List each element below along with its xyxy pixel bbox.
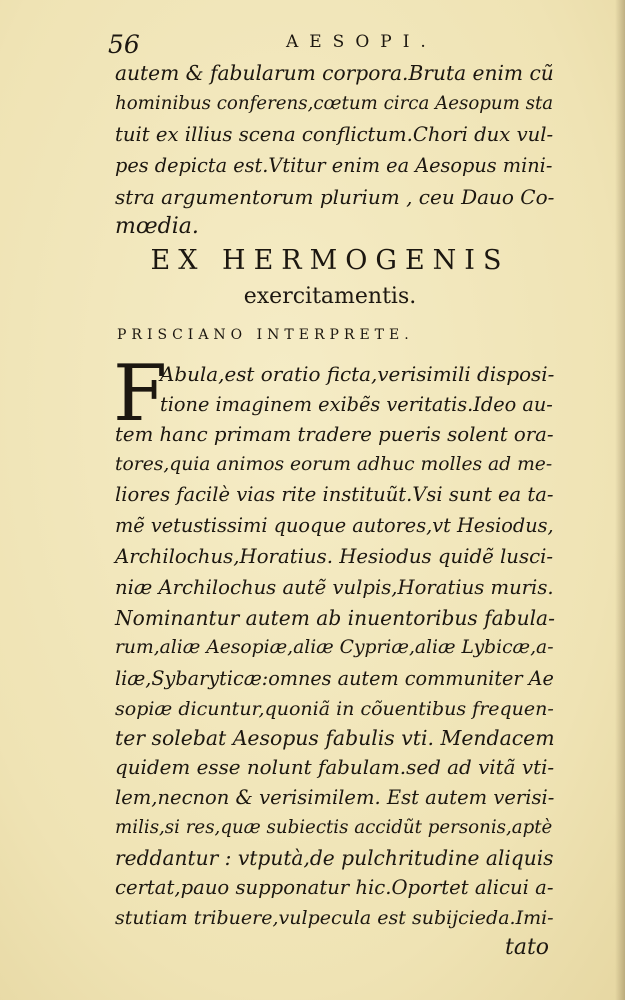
text-line: milis,si res,quæ subiectis accidũt personis,aptè: [115, 817, 553, 838]
text-line: ter solebat Aesopus fabulis vti. Mendacem: [115, 726, 555, 750]
text-line: stutiam tribuere,vulpecula est subijcieda.Imi-: [115, 907, 554, 929]
text-line: quidem esse nolunt fabulam.sed ad vitã vti-: [115, 756, 555, 779]
page-header: [108, 30, 548, 60]
text-line: tuit ex illius scena conflictum.Chori dux vul-: [115, 123, 554, 146]
text-line: tores,quia animos eorum adhuc molles ad me-: [115, 454, 553, 475]
text-line: liores facilè vias rite instituũt.Vsi sunt ea ta-: [115, 483, 554, 506]
text-line: stra argumentorum plurium , ceu Dauo Co-: [115, 185, 555, 209]
text-line: hominibus conferens,cœtum circa Aesopum sta: [115, 93, 554, 114]
text-line: niæ Archilochus autẽ vulpis,Horatius muris.: [115, 576, 554, 599]
running-head: AESOPI.: [286, 32, 437, 52]
text-line: reddantur : vtputà,de pulchritudine aliquis: [115, 846, 554, 870]
page-number: 56: [108, 30, 140, 59]
text-line: liæ,Sybaryticæ:omnes autem communiter Ae: [115, 667, 554, 690]
text-line: Archilochus,Horatius. Hesiodus quidẽ lusci-: [115, 545, 554, 568]
catchword: tato: [505, 935, 550, 960]
section-subheading: exercitamentis.: [243, 284, 417, 309]
interpreter-line: PRISCIANO INTERPRETE.: [117, 327, 414, 343]
text-line: rum,aliæ Aesopiæ,aliæ Cypriæ,aliæ Lybicæ,a-: [115, 637, 554, 658]
text-line: mœdia.: [115, 214, 199, 239]
drop-cap: F: [113, 349, 168, 439]
text-line: tem hanc primam tradere pueris solent ora-: [115, 423, 554, 446]
page-gutter-shadow: [615, 0, 625, 1000]
text-line: Nominantur autem ab inuentoribus fabula-: [115, 606, 555, 630]
text-line: tione imaginem exibẽs veritatis.Ideo au-: [160, 393, 553, 416]
text-line: pes depicta est.Vtitur enim ea Aesopus mini-: [115, 154, 553, 177]
section-heading: EX HERMOGENIS: [150, 245, 510, 276]
text-line: Abula,est oratio ficta,verisimili disposi-: [160, 363, 555, 386]
text-line: mẽ vetustissimi quoque autores,vt Hesiodus,: [115, 514, 554, 537]
text-line: certat,pauo supponatur hic.Oportet alicui a-: [115, 876, 554, 899]
text-line: lem,necnon & verisimilem. Est autem verisi-: [115, 786, 555, 809]
text-line: autem & fabularum corpora.Bruta enim cũ: [115, 61, 554, 85]
text-line: sopiæ dicuntur,quoniã in cõuentibus frequen-: [115, 698, 554, 720]
